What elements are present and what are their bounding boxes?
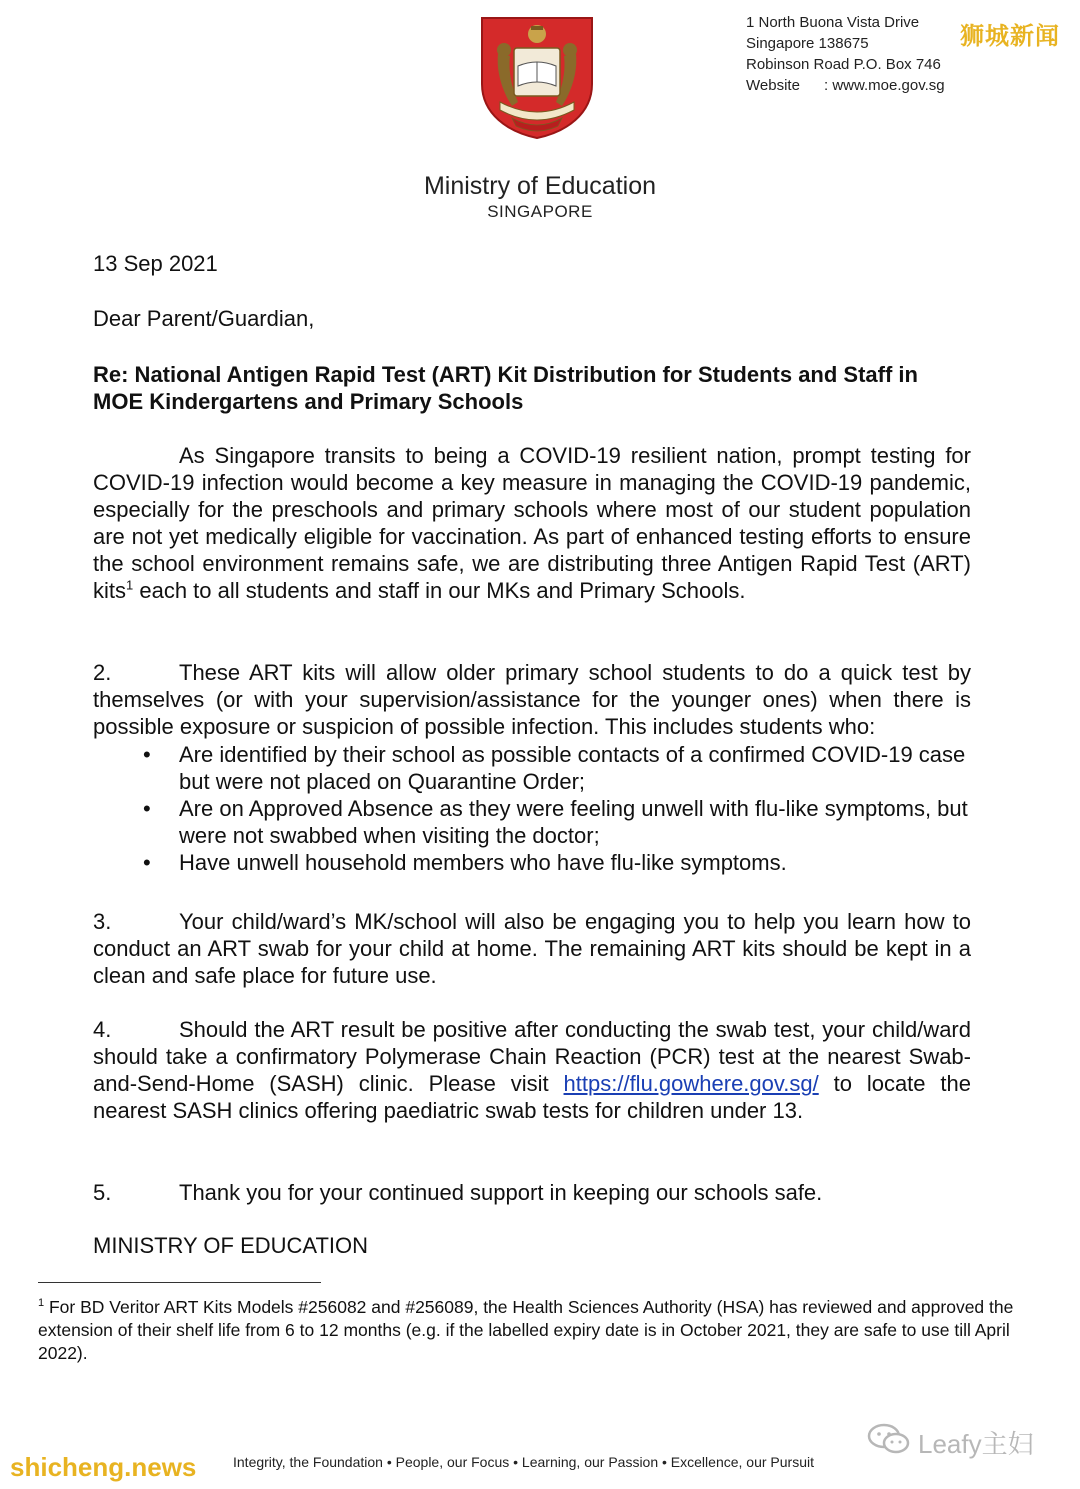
ministry-name: Ministry of Education [423, 172, 657, 200]
website-row [746, 75, 945, 96]
watermark-bottom-right-text: Leafy主妇 [918, 1429, 1034, 1459]
paragraph-3-number: 3. [93, 909, 112, 934]
footnote-divider [38, 1282, 321, 1283]
address-line-2: Singapore 138675 [746, 35, 869, 52]
paragraph-3-text: Your child/ward’s MK/school will also be engaging you to help you learn how to conduct an ART swab for your child at home. The remaining ART kits should be kept in a clean and safe place for future use. [93, 909, 971, 988]
ministry-country: SINGAPORE [487, 202, 593, 221]
subject-line: Re: National Antigen Rapid Test (ART) Kit Distribution for Students and Staff in MOE Kindergartens and Primary Schools [93, 362, 918, 414]
list-item [93, 849, 971, 876]
footer-motto: Integrity, the Foundation • People, our Focus • Learning, our Passion • Excellence, our Pursuit [233, 1454, 814, 1470]
address-line-3: Robinson Road P.O. Box 746 [746, 56, 941, 73]
paragraph-1-text-b: each to all students and staff in our MKs and Primary Schools. [133, 578, 746, 603]
paragraph-4-text-b: to locate the nearest SASH clinics offering paediatric swab tests for children under 13. [93, 1071, 971, 1123]
footnote-marker: 1 [38, 1297, 45, 1310]
bullet-icon: • [143, 796, 151, 821]
salutation: Dear Parent/Guardian, [93, 306, 315, 331]
letter-date: 13 Sep 2021 [93, 251, 218, 276]
watermark-bottom-right [866, 1422, 1034, 1463]
bullet-icon: • [143, 850, 151, 875]
bullet-text: Are identified by their school as possible contacts of a confirmed COVID-19 case but were not placed on Quarantine Order; [179, 742, 966, 794]
paragraph-5 [93, 1179, 971, 1206]
moe-crest-logo [478, 14, 596, 140]
paragraph-4-number: 4. [93, 1017, 112, 1042]
website-label: Website [746, 77, 800, 94]
paragraph-3 [93, 908, 971, 989]
address-block [746, 12, 945, 96]
flu-gowhere-link[interactable]: https://flu.gowhere.gov.sg/ [563, 1071, 819, 1096]
bullet-text: Have unwell household members who have flu-like symptoms. [179, 850, 787, 875]
letterhead [0, 172, 1080, 222]
paragraph-5-text: Thank you for your continued support in keeping our schools safe. [179, 1180, 823, 1205]
paragraph-5-number: 5. [93, 1180, 112, 1205]
footnote [38, 1296, 1028, 1365]
paragraph-2-text: These ART kits will allow older primary school students to do a quick test by themselves (or with your supervision/assistance for the younger ones) when there is possible exposure or suspicion of possible infection. This includes students who: [93, 660, 971, 739]
bullet-icon: • [143, 742, 151, 767]
paragraph-2 [93, 659, 971, 740]
paragraph-2-number: 2. [93, 660, 112, 685]
closing-signature: MINISTRY OF EDUCATION [93, 1233, 369, 1258]
paragraph-1 [93, 442, 971, 604]
paragraph-1-text-a: As Singapore transits to being a COVID-19 resilient nation, prompt testing for COVID-19 infection would become a key measure in managing the COVID-19 pandemic, especially for the preschools and primary schools where most of our student population are not yet medically eligible for vaccination. As part of enhanced testing efforts to ensure the school environment remains safe, we are distributing three Antigen Rapid Test (ART) kits [93, 443, 971, 603]
website-value: : www.moe.gov.sg [824, 77, 945, 94]
footnote-ref: 1 [126, 577, 134, 593]
list-item [93, 741, 971, 795]
address-line-1: 1 North Buona Vista Drive [746, 14, 920, 31]
bullet-text: Are on Approved Absence as they were feeling unwell with flu-like symptoms, but were not swabbed when visiting the doctor; [179, 796, 968, 848]
watermark-top-right: 狮城新闻 [960, 23, 1060, 50]
footnote-text: For BD Veritor ART Kits Models #256082 and #256089, the Health Sciences Authority (HSA) has reviewed and approved the extension of their shelf life from 6 to 12 months (e.g. if the labelled expiry date is in October 2021, they are safe to use till April 2022). [38, 1297, 1014, 1363]
watermark-bottom-left: shicheng.news [10, 1452, 197, 1482]
wechat-icon [866, 1422, 912, 1463]
paragraph-4 [93, 1016, 971, 1124]
paragraph-4-text-a: Should the ART result be positive after conducting the swab test, your child/ward should take a confirmatory Polymerase Chain Reaction (PCR) test at the nearest Swab-and-Send-Home (SASH) clinic. Please visit [93, 1017, 971, 1096]
bullet-list [93, 741, 971, 876]
list-item [93, 795, 971, 849]
